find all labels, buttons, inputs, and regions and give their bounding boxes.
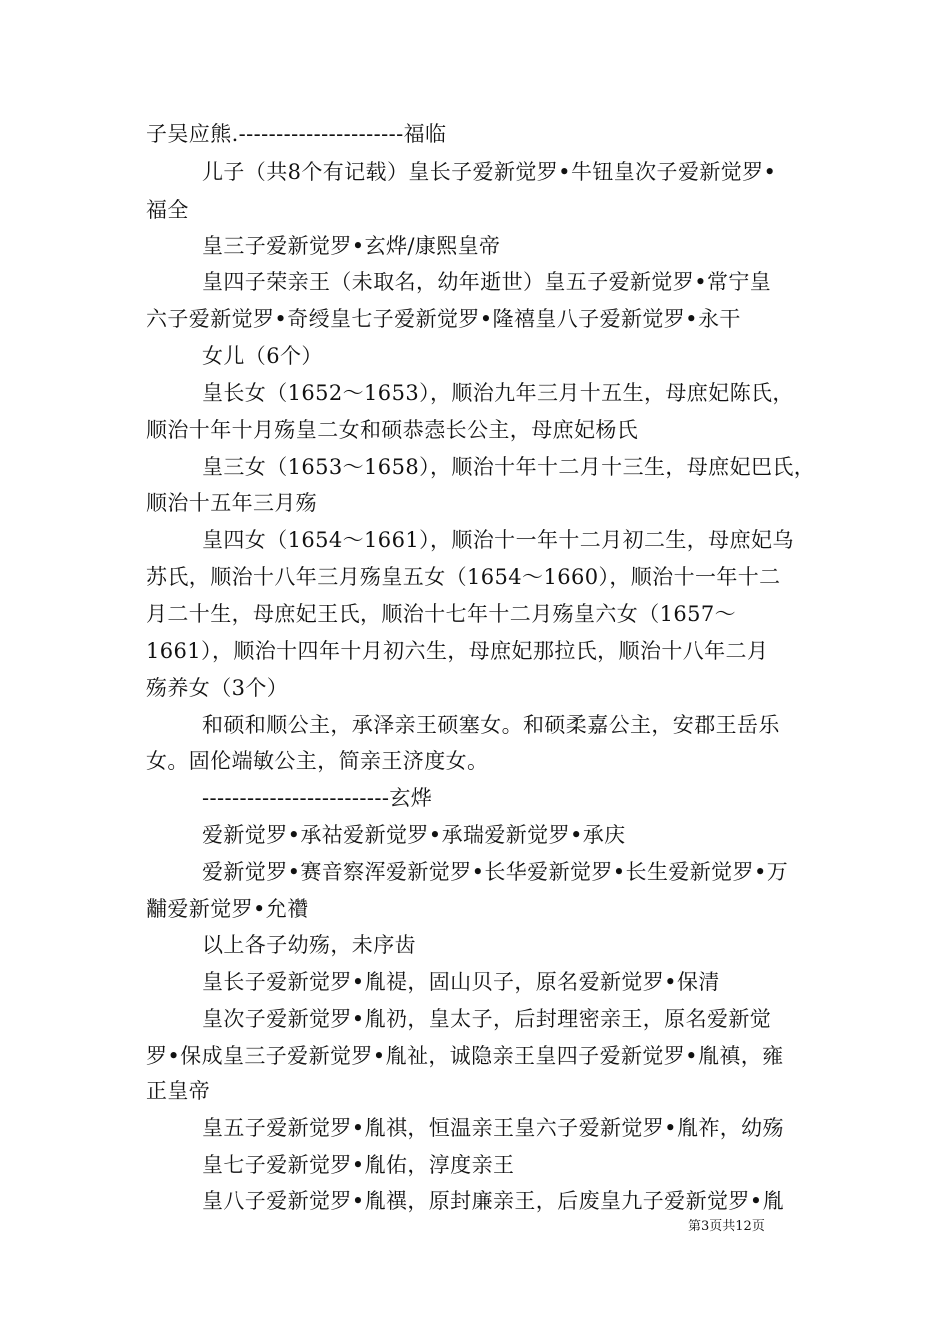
text-line: 爱新觉罗•赛音察浑爱新觉罗•长华爱新觉罗•长生爱新觉罗•万 <box>202 860 789 884</box>
text-line: 苏氏，顺治十八年三月殇皇五女（1654～1660），顺治十一年十二 <box>146 565 781 589</box>
text-line: 罗•保成皇三子爱新觉罗•胤祉，诚隐亲王皇四子爱新觉罗•胤禛，雍 <box>146 1044 784 1068</box>
text-line: 皇长女（1652～1653），顺治九年三月十五生，母庶妃陈氏， <box>202 381 794 405</box>
text-line: 皇三子爱新觉罗•玄烨/康熙皇帝 <box>202 234 501 258</box>
text-line: 皇五子爱新觉罗•胤祺，恒温亲王皇六子爱新觉罗•胤祚，幼殇 <box>202 1116 784 1140</box>
text-line: 顺治十年十月殇皇二女和硕恭悫长公主，母庶妃杨氏 <box>146 418 639 442</box>
text-line: 皇四女（1654～1661），顺治十一年十二月初二生，母庶妃乌 <box>202 528 794 552</box>
text-line: 以上各子幼殇，未序齿 <box>202 933 416 957</box>
text-line: 黼爱新觉罗•允禶 <box>146 897 309 921</box>
text-line: 六子爱新觉罗•奇绶皇七子爱新觉罗•隆禧皇八子爱新觉罗•永干 <box>146 307 741 331</box>
text-line: 顺治十五年三月殇 <box>146 491 318 515</box>
text-line: 月二十生，母庶妃王氏，顺治十七年十二月殇皇六女（1657～ <box>146 602 737 626</box>
text-line: 皇次子爱新觉罗•胤礽，皇太子，后封理密亲王，原名爱新觉 <box>202 1007 772 1031</box>
text-line: 女。固伦端敏公主，简亲王济度女。 <box>146 749 489 773</box>
text-line: 儿子（共8个有记载）皇长子爱新觉罗•牛钮皇次子爱新觉罗• <box>202 160 777 184</box>
text-line: 皇四子荣亲王（未取名，幼年逝世）皇五子爱新觉罗•常宁皇 <box>202 270 772 294</box>
section-divider: -------------------------玄烨 <box>202 786 433 810</box>
text-line: 皇七子爱新觉罗•胤佑，淳度亲王 <box>202 1153 515 1177</box>
text-line: 福全 <box>146 198 189 222</box>
text-line: 和硕和顺公主，承泽亲王硕塞女。和硕柔嘉公主，安郡王岳乐 <box>202 713 780 737</box>
page-number: 第3页共12页 <box>688 1219 765 1234</box>
text-line: 皇八子爱新觉罗•胤禩，原封廉亲王，后废皇九子爱新觉罗•胤 <box>202 1189 784 1213</box>
text-line: 殇养女（3个） <box>146 676 289 700</box>
text-line: 女儿（6个） <box>202 344 323 368</box>
text-line: 1661），顺治十四年十月初六生，母庶妃那拉氏，顺治十八年二月 <box>146 639 769 663</box>
text-line: 皇长子爱新觉罗•胤禔，固山贝子，原名爱新觉罗•保清 <box>202 970 720 994</box>
text-line: 子吴应熊.----------------------福临 <box>146 122 447 146</box>
text-line: 皇三女（1653～1658），顺治十年十二月十三生，母庶妃巴氏， <box>202 455 816 479</box>
text-line: 爱新觉罗•承祜爱新觉罗•承瑞爱新觉罗•承庆 <box>202 823 626 847</box>
text-line: 正皇帝 <box>146 1079 211 1103</box>
